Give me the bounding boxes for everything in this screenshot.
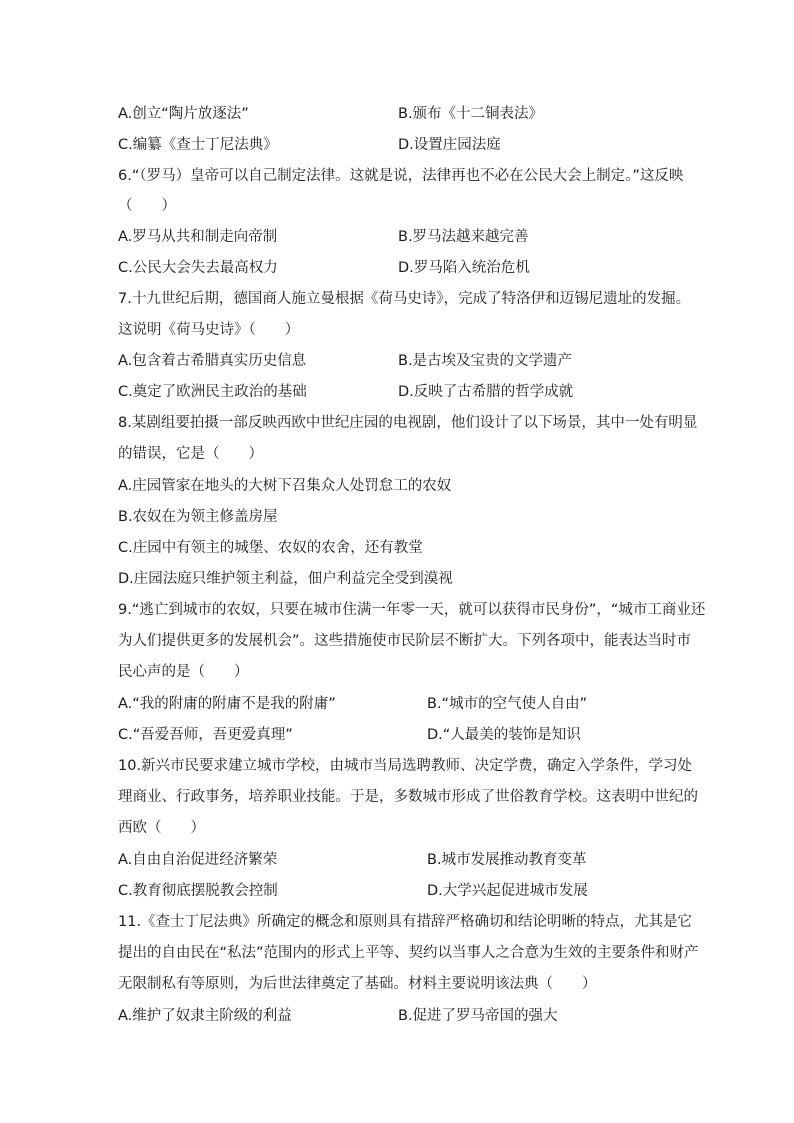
q10-option-c: C.教育彻底摆脱教会控制 bbox=[118, 883, 278, 899]
q9-option-c: C.“吾爱吾师，吾更爱真理” bbox=[118, 727, 293, 743]
q11-stem-line2: 提出的自由民在“私法”范围内的形式上平等、契约以当事人之合意为生效的主要条件和财产 bbox=[118, 945, 699, 961]
q5-option-b: B.颁布《十二铜表法》 bbox=[398, 106, 544, 122]
q10-stem-line2: 理商业、行政事务，培养职业技能。于是，多数城市形成了世俗教育学校。这表明中世纪的 bbox=[118, 789, 698, 805]
q7-option-b: B.是古埃及宝贵的文学遗产 bbox=[398, 353, 573, 369]
q9-option-d: D.“人最美的装饰是知识 bbox=[427, 727, 581, 743]
q9-option-b: B.“城市的空气使人自由” bbox=[427, 696, 588, 712]
q11-option-b: B.促进了罗马帝国的强大 bbox=[398, 1008, 558, 1024]
q5-option-a: A.创立“陶片放逐法” bbox=[118, 106, 249, 122]
q6-option-a: A.罗马从共和制走向帝制 bbox=[118, 229, 278, 245]
q6-stem-line2: （ ） bbox=[118, 198, 176, 214]
q7-option-a: A.包含着古希腊真实历史信息 bbox=[118, 353, 307, 369]
q8-option-c: C.庄园中有领主的城堡、农奴的农舍，还有教堂 bbox=[118, 540, 423, 556]
q7-option-d: D.反映了古希腊的哲学成就 bbox=[398, 384, 574, 400]
q8-stem-line1: 8.某剧组要拍摄一部反映西欧中世纪庄园的电视剧，他们设计了以下场景，其中一处有明显 bbox=[118, 415, 698, 431]
q10-option-d: D.大学兴起促进城市发展 bbox=[427, 883, 588, 899]
q8-option-a: A.庄园管家在地头的大树下召集众人处罚怠工的农奴 bbox=[118, 478, 452, 494]
q7-option-c: C.奠定了欧洲民主政治的基础 bbox=[118, 384, 307, 400]
q7-stem-line1: 7.十九世纪后期，德国商人施立曼根据《荷马史诗》，完成了特洛伊和迈锡尼遗址的发掘。 bbox=[118, 291, 691, 307]
q8-option-d: D.庄园法庭只维护领主利益，佃户利益完全受到漠视 bbox=[118, 571, 453, 587]
q6-option-b: B.罗马法越来越完善 bbox=[398, 229, 529, 245]
q10-option-a: A.自由自治促进经济繁荣 bbox=[118, 852, 278, 868]
q10-stem-line1: 10.新兴市民要求建立城市学校，由城市当局选聘教师、决定学费，确定入学条件，学习处 bbox=[118, 758, 693, 774]
q9-stem-line2: 为人们提供更多的发展机会”。这些措施使市民阶层不断扩大。下列各项中，能表达当时市 bbox=[118, 633, 692, 649]
q8-option-b: B.农奴在为领主修盖房屋 bbox=[118, 509, 278, 525]
q6-stem-line1: 6.“（罗马）皇帝可以自己制定法律。这就是说，法律再也不必在公民大会上制定。”这反映 bbox=[118, 168, 684, 184]
q6-option-c: C.公民大会失去最高权力 bbox=[118, 260, 278, 276]
q9-stem-line1: 9.“逃亡到城市的农奴，只要在城市住满一年零一天，就可以获得市民身份”，“城市工商业还 bbox=[118, 602, 706, 618]
q7-stem-line2: 这说明《荷马史诗》（ ） bbox=[118, 322, 300, 338]
q11-option-a: A.维护了奴隶主阶级的利益 bbox=[118, 1008, 292, 1024]
q10-option-b: B.城市发展推动教育变革 bbox=[427, 852, 587, 868]
q5-option-c: C.编纂《查士丁尼法典》 bbox=[118, 137, 278, 153]
q10-stem-line3: 西欧（ ） bbox=[118, 820, 205, 836]
q9-stem-line3: 民心声的是（ ） bbox=[118, 664, 249, 680]
q6-option-d: D.罗马陷入统治危机 bbox=[398, 260, 530, 276]
q11-stem-line1: 11.《查士丁尼法典》所确定的概念和原则具有措辞严格确切和结论明晰的特点，尤其是它 bbox=[118, 914, 693, 930]
q5-option-d: D.设置庄园法庭 bbox=[398, 137, 501, 153]
q9-option-a: A.“我的附庸的附庸不是我的附庸” bbox=[118, 696, 336, 712]
q11-stem-line3: 无限制私有等原则，为后世法律奠定了基础。材料主要说明该法典（ ） bbox=[118, 976, 597, 992]
q8-stem-line2: 的错误，它是（ ） bbox=[118, 446, 263, 462]
